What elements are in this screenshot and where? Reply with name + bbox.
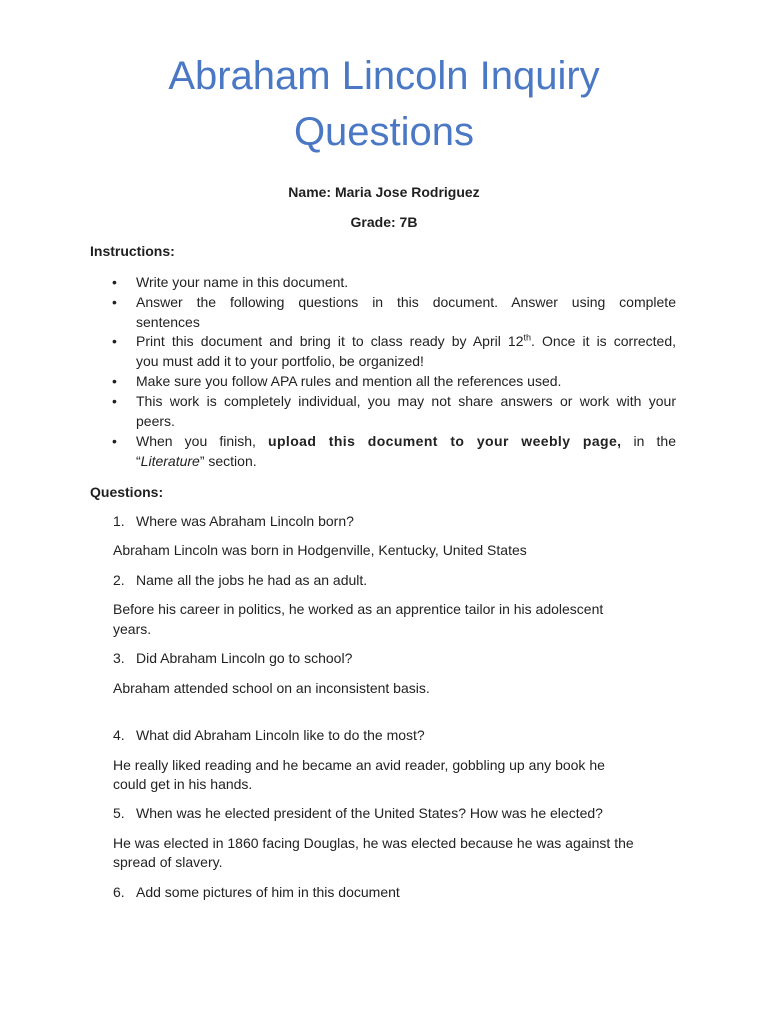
question-number: 5. [113, 805, 125, 821]
document-title-line-2: Questions [293, 110, 475, 154]
bullet-icon: • [112, 294, 117, 310]
instruction-item-line: This work is completely individual, you may not share answers or work with your [136, 393, 676, 409]
student-name: Name: Maria Jose Rodriguez [288, 184, 480, 200]
question-text: Did Abraham Lincoln go to school? [136, 650, 353, 666]
answer-text: He really liked reading and he became an avid reader, gobbling up any book he [113, 757, 605, 773]
bullet-icon: • [112, 433, 117, 449]
question-number: 1. [113, 513, 125, 529]
instruction-item-line [136, 451, 676, 471]
instruction-text: in the [621, 433, 676, 449]
answer-text: Abraham Lincoln was born in Hodgenville, Kentucky, United States [113, 542, 527, 558]
answer-text: He was elected in 1860 facing Douglas, he was elected because he was against the [113, 835, 634, 851]
answer-text: years. [113, 621, 152, 637]
instruction-text: ” section. [199, 453, 257, 469]
bullet-icon: • [112, 393, 117, 409]
instruction-emphasis: upload this document to your weebly page, [268, 433, 622, 449]
instruction-text: Print this document and bring it to class ready by April 12 [136, 333, 524, 349]
question-text: Name all the jobs he had as an adult. [136, 572, 368, 588]
instruction-item-line: peers. [136, 413, 175, 429]
question-number: 3. [113, 650, 125, 666]
instruction-item-line [136, 331, 676, 351]
instruction-item-line [136, 431, 676, 451]
question-number: 4. [113, 727, 125, 743]
answer-text: Abraham attended school on an inconsistent basis. [113, 680, 430, 696]
student-grade: Grade: 7B [350, 214, 418, 230]
bullet-icon: • [112, 373, 117, 389]
quote-open: “ [136, 453, 141, 469]
instruction-item: Write your name in this document. [136, 274, 349, 290]
instruction-item-line: Answer the following questions in this document. Answer using complete [136, 294, 676, 310]
section-name: Literature [140, 453, 200, 469]
instruction-item: Make sure you follow APA rules and mention all the references used. [136, 373, 562, 389]
answer-text: could get in his hands. [113, 776, 253, 792]
question-text: What did Abraham Lincoln like to do the most? [136, 727, 425, 743]
question-number: 2. [113, 572, 125, 588]
answer-text: Before his career in politics, he worked as an apprentice tailor in his adolescent [113, 601, 604, 617]
answer-text: spread of slavery. [113, 854, 223, 870]
document-title-line-1: Abraham Lincoln Inquiry [168, 54, 600, 98]
instruction-item-line: sentences [136, 314, 200, 330]
superscript: th [523, 332, 532, 343]
question-number: 6. [113, 884, 125, 900]
instruction-text: . Once it is corrected, [531, 333, 677, 349]
instruction-text: When you finish, [136, 433, 268, 449]
questions-heading: Questions: [90, 484, 164, 500]
question-text: Where was Abraham Lincoln born? [136, 513, 354, 529]
bullet-icon: • [112, 274, 117, 290]
instructions-heading: Instructions: [90, 243, 175, 259]
instruction-item-line: you must add it to your portfolio, be organized! [136, 353, 424, 369]
question-text: Add some pictures of him in this document [136, 884, 400, 900]
question-text: When was he elected president of the United States? How was he elected? [136, 805, 603, 821]
bullet-icon: • [112, 333, 117, 349]
